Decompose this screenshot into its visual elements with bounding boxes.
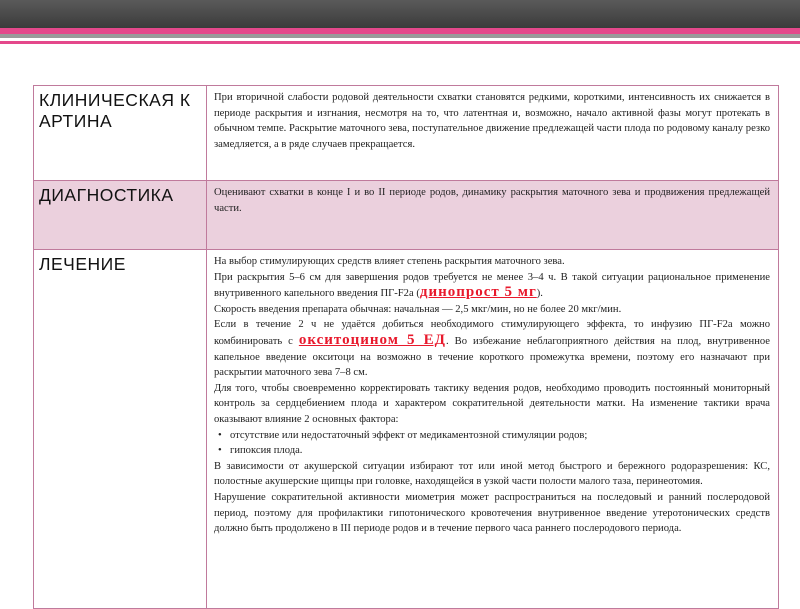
highlight-oxytocin: окситоцином 5 ЕД [298, 331, 446, 348]
treatment-paragraph-6: В зависимости от акушерской ситуации избирают тот или иной метод быстрого и бережного родоразрешения: КС, полостные акушерские щипцы при головке, находящейся в узкой части полости малого таза, перинеотомия. [214, 460, 770, 488]
list-item: • отсутствие или недостаточный эффект от медикаментозной стимуляции родов; [230, 428, 770, 444]
slide-top-bar [0, 0, 800, 28]
treatment-paragraph-2-text-a: При раскрытия 5–6 см для завершения родов требуется не менее 3–4 ч. В такой ситуации рациональное применение внутривенного капельного введения ПГ-F2а ( [214, 271, 770, 300]
treatment-paragraph-7: Нарушение сократительной активности миометрия может распространиться на последовый и ранний послеродовой период, поэтому для профилактики гипотонического кровотечения внутривенное введение утеротонических средств должно быть продолжено в III периоде родов и в течение первого часа раннего послеродового периода. [214, 491, 770, 535]
table-row [34, 250, 779, 609]
content-table [33, 85, 779, 609]
row-text-diagnostics: Оценивают схватки в конце I и во II периоде родов, динамику раскрытия маточного зева и продвижения предлежащей части. [207, 181, 779, 250]
row-header-treatment: ЛЕЧЕНИЕ [34, 250, 207, 609]
row-header-diagnostics: ДИАГНОСТИКА [34, 181, 207, 250]
treatment-paragraph-5: Для того, чтобы своевременно корректировать тактику ведения родов, необходимо проводить постоянный мониторный контроль за сердцебиением плода и характером сократительной деятельности матки. На изменение тактики врача оказывают влияние 2 основных фактора: [214, 382, 770, 425]
treatment-paragraph-4-text-a: Если в течение 2 ч не удаётся добиться необходимого стимулирующего эффекта, то инфузию ПГ-F2а можно комбинировать с [214, 319, 770, 347]
treatment-paragraph-2-text-b: ). [536, 288, 543, 300]
treatment-paragraph-4-text-b: . Во избежание неблагоприятного действия на плод, внутривенное капельное введение окситоци на возможно в течение короткого промежутка времени, поэтому его назначают при раскрытии маточного зева 7–8 см. [214, 335, 770, 379]
row-header-clinical: КЛИНИЧЕСКАЯ КАРТИНА [34, 86, 207, 181]
accent-stripe-pink-thin [0, 41, 800, 44]
treatment-paragraph-4 [214, 317, 770, 380]
highlight-dinoprost: динопрост 5 мг [419, 284, 537, 301]
row-text-treatment [207, 250, 779, 609]
row-text-clinical: При вторичной слабости родовой деятельности схватки становятся редкими, короткими, интенсивность их снижается в периоде раскрытия и изгнания, несмотря на то, что латентная и, возможно, начало активной фазы могут протекать в обычном темпе. Раскрытие маточного зева, поступательное движение предлежащей части плода по родовому каналу резко замедляется, а в ряде случаев прекращается. [207, 86, 779, 181]
table-row [34, 181, 779, 250]
table-row [34, 86, 779, 181]
treatment-paragraph-2 [214, 270, 770, 302]
factors-list [214, 428, 770, 459]
list-item: • гипоксия плода. [230, 443, 770, 459]
treatment-paragraph-3: Скорость введения препарата обычная: начальная — 2,5 мкг/мин, но не более 20 мкг/мин. [214, 303, 622, 315]
treatment-paragraph-1: На выбор стимулирующих средств влияет степень раскрытия маточного зева. [214, 256, 565, 267]
